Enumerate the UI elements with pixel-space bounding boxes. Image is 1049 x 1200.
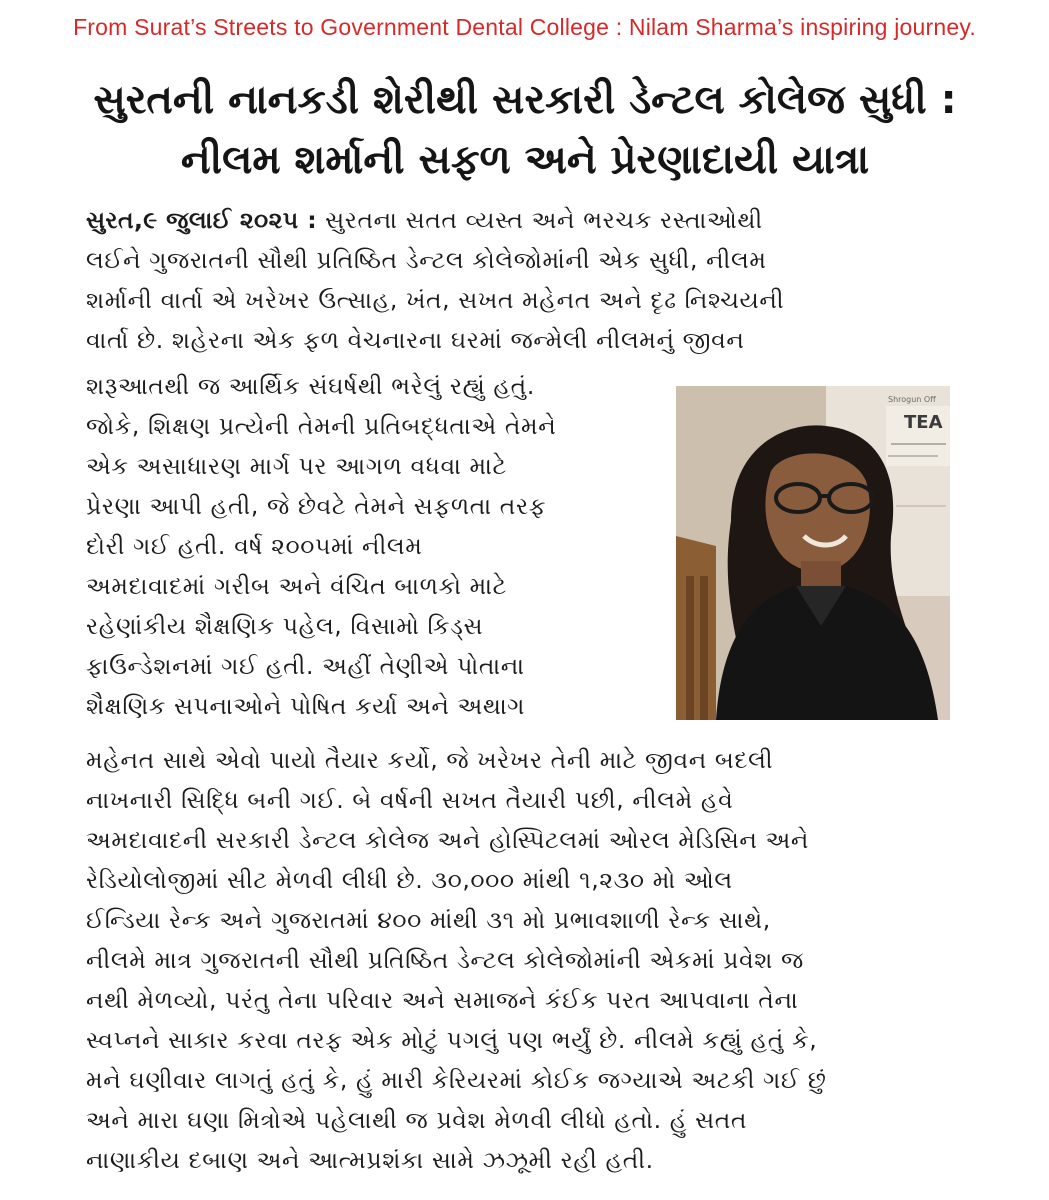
article-line: મહેનત સાથે એવો પાયો તૈયાર કર્યો, જે ખરેખર તેની માટે જીવન બદલી [86,746,774,774]
article-caption: From Surat’s Streets to Government Dental College : Nilam Sharma’s inspiring journey. [73,14,976,40]
article-line: જોકે, શિક્ષણ પ્રત્યેની તેમની પ્રતિબદ્ધતાએ તેમને [86,412,557,440]
article-line: અને મારા ઘણા મિત્રોએ પહેલાથી જ પ્રવેશ મેળવી લીધો હતો. હું સતત [86,1106,748,1134]
headline-line-2: નીલમ શર્માની સફળ અને પ્રેરણાદાયી યાત્રા [180,137,870,183]
photo-sign-text-2: Shrogun Off [888,395,936,404]
article-line: ફાઉન્ડેશનમાં ગઈ હતી. અહીં તેણીએ પોતાના [86,652,525,680]
article-line: રેડિયોલોજીમાં સીટ મેળવી લીધી છે. ૩૦,૦૦૦ માંથી ૧,૨૩૦ મો ઓલ [86,866,733,894]
article-line: નાખનારી સિદ્ધિ બની ગઈ. બે વર્ષની સખત તૈયારી પછી, નીલમે હવે [86,786,734,814]
photo-sign-text: TEA [904,412,943,433]
article-line-text: સુરતના સતત વ્યસ્ત અને ભરચક રસ્તાઓથી [325,206,763,234]
article-line: પ્રેરણા આપી હતી, જે છેવટે તેમને સફળતા તરફ [86,492,547,520]
article-line: રહેણાંકીય શૈક્ષણિક પહેલ, વિસામો કિડ્સ [86,612,484,640]
article-line: શૈક્ષણિક સપનાઓને પોષિત કર્યા અને અથાગ [86,692,526,720]
article-line: નાણાકીય દબાણ અને આત્મપ્રશંકા સામે ઝઝૂમી રહી હતી. [86,1146,654,1174]
article-line: લઈને ગુજરાતની સૌથી પ્રતિષ્ઠિત ડેન્ટલ કોલેજોમાંની એક સુધી, નીલમ [86,246,767,274]
article-line: નીલમે માત્ર ગુજરાતની સૌથી પ્રતિષ્ઠિત ડેન્ટલ કોલેજોમાંની એકમાં પ્રવેશ જ [86,946,804,974]
article-line: અમદાવાદની સરકારી ડેન્ટલ કોલેજ અને હોસ્પિટલમાં ઓરલ મેડિસિન અને [86,826,810,854]
article-line: નથી મેળવ્યો, પરંતુ તેના પરિવાર અને સમાજને કંઈક પરત આપવાના તેના [86,986,799,1014]
portrait-photo [676,386,950,720]
article-line: મને ઘણીવાર લાગતું હતું કે, હું મારી કેરિયરમાં કોઈક જગ્યાએ અટકી ગઈ છું [86,1066,827,1094]
headline-line-1: સુરતની નાનકડી શેરીથી સરકારી ડેન્ટલ કોલેજ સુધી : [93,77,957,123]
article-line: સ્વપ્નને સાકાર કરવા તરફ એક મોટું પગલું પણ ભર્યું છે. નીલમે કહ્યું હતું કે, [86,1026,818,1054]
article-line: શરૂઆતથી જ આર્થિક સંઘર્ષથી ભરેલું રહ્યું હતું. [86,372,535,400]
article-line: દોરી ગઈ હતી. વર્ષ ૨૦૦૫માં નીલમ [86,532,423,560]
article-line: વાર્તા છે. શહેરના એક ફળ વેચનારના ઘરમાં જન્મેલી નીલમનું જીવન [86,326,745,354]
article-line: એક અસાધારણ માર્ગ પર આગળ વધવા માટે [86,452,507,480]
article-line [86,204,763,236]
article-line: ઈન્ડિયા રેન્ક અને ગુજરાતમાં ૪૦૦ માંથી ૩૧ મો પ્રભાવશાળી રેન્ક સાથે, [86,906,771,934]
article-line: શર્માની વાર્તા એ ખરેખર ઉત્સાહ, ખંત, સખત મહેનત અને દૃઢ નિશ્ચયની [86,286,785,314]
article-line: અમદાવાદમાં ગરીબ અને વંચિત બાળકો માટે [86,572,507,600]
dateline: સુરત,૯ જુલાઈ ૨૦૨૫ : [86,206,318,234]
